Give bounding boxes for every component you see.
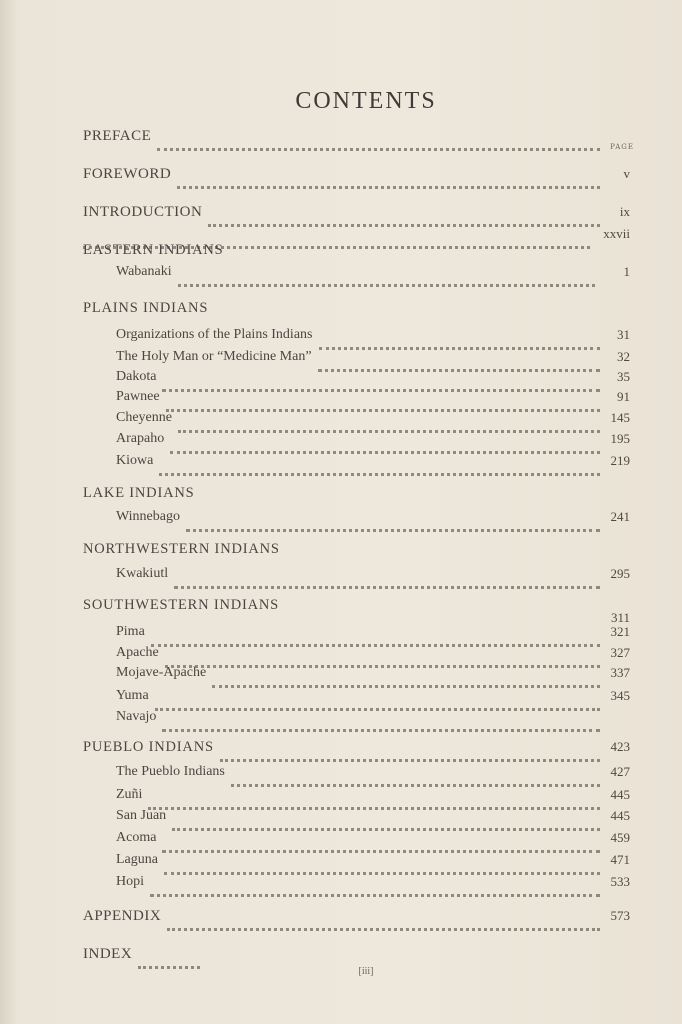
toc-section-heading: PLAINS INDIANS [83, 300, 209, 316]
toc-page-number: 1 [623, 264, 630, 279]
toc-entry [0, 622, 682, 642]
toc-entry [0, 906, 682, 926]
page-column-header: PAGE [610, 143, 634, 151]
toc-entry-title: The Pueblo Indians [116, 764, 225, 779]
toc-entry [0, 483, 682, 503]
toc-entry [0, 262, 682, 282]
toc-entry-title: Pawnee [116, 389, 160, 404]
toc-page-number: 145 [610, 410, 630, 425]
toc-section-heading: LAKE INDIANS [83, 485, 195, 501]
toc-entry [0, 539, 682, 559]
toc-page-number: 327 [610, 645, 630, 660]
toc-entry-title: Hopi [116, 874, 144, 889]
dot-leader [220, 739, 600, 762]
dot-leader [159, 453, 600, 476]
dot-leader [231, 764, 600, 787]
toc-section-heading: INTRODUCTION [83, 204, 203, 220]
toc-page-number: v [623, 166, 630, 181]
toc-section-heading: PUEBLO INDIANS [83, 739, 214, 755]
toc-entry-title: Cheyenne [116, 410, 172, 425]
toc-page-number: 31 [617, 327, 630, 342]
toc-section-heading: NORTHWESTERN INDIANS [83, 541, 280, 557]
toc-section-heading: APPENDIX [83, 908, 162, 924]
toc-page-number: 32 [617, 349, 630, 364]
page-number-footer: [iii] [358, 966, 374, 977]
dot-leader [150, 874, 600, 897]
toc-entry [0, 707, 682, 727]
toc-page-number: 423 [610, 739, 630, 754]
toc-entry [0, 429, 682, 449]
toc-entry-title: Arapaho [116, 431, 165, 446]
toc-page-number: 459 [610, 830, 630, 845]
dot-leader [167, 908, 600, 931]
toc-entry-title: Zuñi [116, 787, 143, 802]
toc-entry [0, 643, 682, 663]
toc-entry [0, 325, 682, 345]
toc-section-heading: SOUTHWESTERN INDIANS [83, 597, 280, 613]
toc-entry-title: Winnebago [116, 509, 180, 524]
toc-entry [0, 564, 682, 584]
toc-section-heading: PREFACE [83, 128, 152, 144]
toc-entry [0, 663, 682, 683]
toc-page-number: 241 [610, 509, 630, 524]
toc-section-heading: FOREWORD [83, 166, 172, 182]
toc-page-number: 311 [610, 610, 630, 625]
dot-leader [157, 128, 600, 151]
dot-leader [178, 264, 595, 287]
toc-entry-title: Kwakiutl [116, 566, 169, 581]
toc-entry [0, 367, 682, 387]
toc-entry [0, 686, 682, 706]
toc-entry-title: Yuma [116, 688, 149, 703]
dot-leader [174, 566, 600, 589]
toc-entry-title: Dakota [116, 369, 157, 384]
toc-entry [0, 944, 682, 964]
toc-entry [0, 164, 682, 184]
toc-entry [0, 850, 682, 870]
toc-entry [0, 408, 682, 428]
toc-section-heading: EASTERN INDIANS [83, 242, 224, 258]
dot-leader [162, 709, 600, 732]
toc-page-number: 445 [610, 787, 630, 802]
toc-entry [0, 507, 682, 527]
toc-entry [0, 202, 682, 222]
toc-entry [0, 762, 682, 782]
toc-page-number: 295 [610, 566, 630, 581]
toc-page-number: 427 [610, 764, 630, 779]
contents-title: CONTENTS [295, 88, 437, 114]
toc-entry-title: San Juan [116, 808, 167, 823]
toc-entry-title: The Holy Man or “Medicine Man” [116, 349, 312, 364]
toc-entry [0, 872, 682, 892]
toc-page-number: 321 [610, 624, 630, 639]
toc-entry [0, 387, 682, 407]
toc-page-number: 533 [610, 874, 630, 889]
toc-entry [0, 828, 682, 848]
toc-entry [0, 240, 682, 260]
toc-entry-title: Apache [116, 645, 159, 660]
toc-entry-title: Wabanaki [116, 264, 172, 279]
toc-page-number: 219 [610, 453, 630, 468]
toc-page-number: 573 [610, 908, 630, 923]
dot-leader [212, 665, 600, 688]
toc-page-number: 91 [617, 389, 630, 404]
toc-page-number: 35 [617, 369, 630, 384]
toc-entry-title: Organizations of the Plains Indians [116, 327, 313, 342]
toc-page-number: ix [619, 204, 630, 219]
toc-entry [0, 806, 682, 826]
toc-entry-title: Mojave-Apache [116, 665, 207, 680]
toc-page-number: 445 [610, 808, 630, 823]
toc-entry [0, 451, 682, 471]
toc-entry [0, 737, 682, 757]
toc-entry [0, 126, 682, 146]
toc-entry-title: Pima [116, 624, 145, 639]
toc-entry-title: Laguna [116, 852, 158, 867]
toc-page-number: 195 [610, 431, 630, 446]
toc-page-number: 345 [610, 688, 630, 703]
toc-entry [0, 785, 682, 805]
toc-page-number: xxvii [603, 226, 630, 241]
toc-page-number: 471 [610, 852, 630, 867]
dot-leader [186, 509, 600, 532]
toc-entry [0, 347, 682, 367]
toc-page-number: 337 [610, 665, 630, 680]
toc-entry-title: Kiowa [116, 453, 154, 468]
toc-entry-title: Navajo [116, 709, 157, 724]
dot-leader [177, 166, 600, 189]
toc-entry [0, 298, 682, 318]
toc-section-heading: INDEX [83, 946, 133, 962]
toc-entry-title: Acoma [116, 830, 157, 845]
